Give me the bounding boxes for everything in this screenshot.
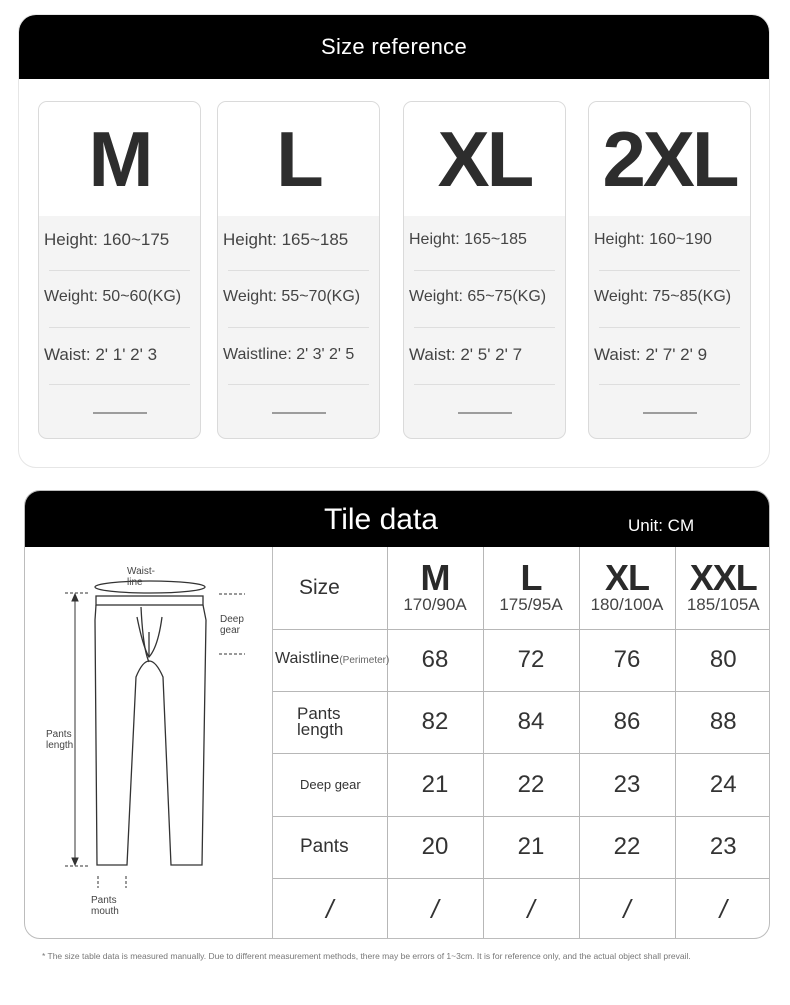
size-card-height: Height: 160~190 bbox=[594, 231, 712, 248]
size-cards bbox=[38, 101, 752, 439]
col-header-xl bbox=[579, 547, 675, 629]
table-cell: 20 bbox=[387, 816, 483, 878]
size-card-xl bbox=[403, 101, 566, 439]
col-header-m bbox=[387, 547, 483, 629]
size-card-label: XL bbox=[437, 114, 532, 203]
table-cell: 22 bbox=[483, 753, 579, 816]
divider bbox=[414, 384, 555, 385]
tile-data-title: Tile data bbox=[324, 503, 438, 536]
size-reference-title: Size reference bbox=[19, 15, 769, 79]
table-cell: / bbox=[273, 878, 387, 939]
pants-diagram bbox=[25, 547, 273, 939]
size-card-weight: Weight: 50~60(KG) bbox=[44, 288, 182, 305]
table-cell: 76 bbox=[579, 629, 675, 691]
size-card-weight: Weight: 75~85(KG) bbox=[594, 288, 732, 305]
table-cell: 22 bbox=[579, 816, 675, 878]
col-spec: 185/105A bbox=[686, 594, 760, 614]
size-card-waist: Waist: 2' 1' 2' 3 bbox=[44, 345, 158, 364]
size-table bbox=[273, 547, 770, 939]
divider bbox=[414, 270, 555, 271]
col-spec: 175/95A bbox=[499, 594, 563, 614]
divider bbox=[49, 327, 190, 328]
size-card-weight: Weight: 65~75(KG) bbox=[409, 288, 547, 305]
row-label: Deep gear bbox=[300, 776, 361, 792]
col-spec: 170/90A bbox=[403, 594, 467, 614]
table-row bbox=[273, 629, 770, 691]
size-card-label: L bbox=[276, 114, 321, 203]
col-size: XL bbox=[604, 556, 649, 598]
table-cell: 84 bbox=[483, 691, 579, 753]
table-row bbox=[273, 878, 770, 939]
size-card-l bbox=[217, 101, 380, 439]
col-header-xxl bbox=[675, 547, 770, 629]
divider bbox=[228, 270, 369, 271]
table-cell: 68 bbox=[387, 629, 483, 691]
divider bbox=[599, 270, 740, 271]
row-label: Waistline bbox=[275, 650, 340, 667]
table-cell: / bbox=[387, 878, 483, 939]
table-cell: 86 bbox=[579, 691, 675, 753]
row-label-pants-length: Pants length bbox=[273, 691, 387, 753]
table-cell: / bbox=[483, 878, 579, 939]
table-cell: 21 bbox=[483, 816, 579, 878]
dash-line bbox=[272, 412, 326, 414]
row-note: (Perimeter) bbox=[339, 655, 390, 666]
table-cell: 23 bbox=[579, 753, 675, 816]
table-cell: 24 bbox=[675, 753, 770, 816]
size-card-height: Height: 160~175 bbox=[44, 230, 170, 249]
table-cell: / bbox=[675, 878, 770, 939]
size-reference-panel bbox=[18, 14, 770, 468]
tile-data-header bbox=[25, 491, 769, 547]
size-card-waist: Waist: 2' 5' 2' 7 bbox=[409, 345, 523, 364]
size-card-2xl bbox=[588, 101, 751, 439]
table-cell: 23 bbox=[675, 816, 770, 878]
col-header-l bbox=[483, 547, 579, 629]
label-pants-mouth: Pants mouth bbox=[91, 895, 119, 917]
label-waistline: Waist- line bbox=[127, 566, 155, 588]
divider bbox=[599, 384, 740, 385]
col-spec: 180/100A bbox=[590, 594, 664, 614]
col-size: XXL bbox=[689, 556, 757, 598]
dash-line bbox=[458, 412, 512, 414]
col-size: M bbox=[420, 556, 450, 598]
divider bbox=[49, 270, 190, 271]
divider bbox=[228, 384, 369, 385]
size-card-height: Height: 165~185 bbox=[223, 230, 349, 249]
dash-line bbox=[93, 412, 147, 414]
table-header-row bbox=[273, 547, 770, 629]
table-cell: 21 bbox=[387, 753, 483, 816]
table-row bbox=[273, 753, 770, 816]
dash-line bbox=[643, 412, 697, 414]
size-card-label: M bbox=[88, 114, 151, 203]
table-row bbox=[273, 816, 770, 878]
label-deep-gear: Deep gear bbox=[220, 614, 244, 636]
row-label-waistline bbox=[273, 629, 390, 691]
size-card-height: Height: 165~185 bbox=[409, 231, 527, 248]
divider bbox=[414, 327, 555, 328]
row-label-deep-gear bbox=[273, 753, 387, 816]
table-cell: 82 bbox=[387, 691, 483, 753]
size-card-waist: Waist: 2' 7' 2' 9 bbox=[594, 345, 708, 364]
size-header: Size bbox=[273, 547, 387, 629]
divider bbox=[228, 327, 369, 328]
table-row bbox=[273, 691, 770, 753]
label-pants-length: Pants length bbox=[46, 729, 74, 751]
divider bbox=[599, 327, 740, 328]
table-cell: 80 bbox=[675, 629, 770, 691]
size-card-m bbox=[38, 101, 201, 439]
footnote: * The size table data is measured manually. Due to different measurement methods, there may be errors of 1~3cm. It is for reference only, and the actual object shall prevail. bbox=[42, 951, 691, 961]
tile-data-panel bbox=[24, 490, 770, 939]
unit-label: Unit: CM bbox=[628, 516, 695, 535]
row-label-pants: Pants bbox=[273, 816, 387, 878]
size-card-weight: Weight: 55~70(KG) bbox=[223, 288, 361, 305]
table-cell: 72 bbox=[483, 629, 579, 691]
table-cell: 88 bbox=[675, 691, 770, 753]
size-card-label: 2XL bbox=[602, 114, 737, 203]
size-card-waist: Waistline: 2' 3' 2' 5 bbox=[223, 346, 355, 363]
divider bbox=[49, 384, 190, 385]
table-cell: / bbox=[579, 878, 675, 939]
col-size: L bbox=[520, 556, 542, 598]
